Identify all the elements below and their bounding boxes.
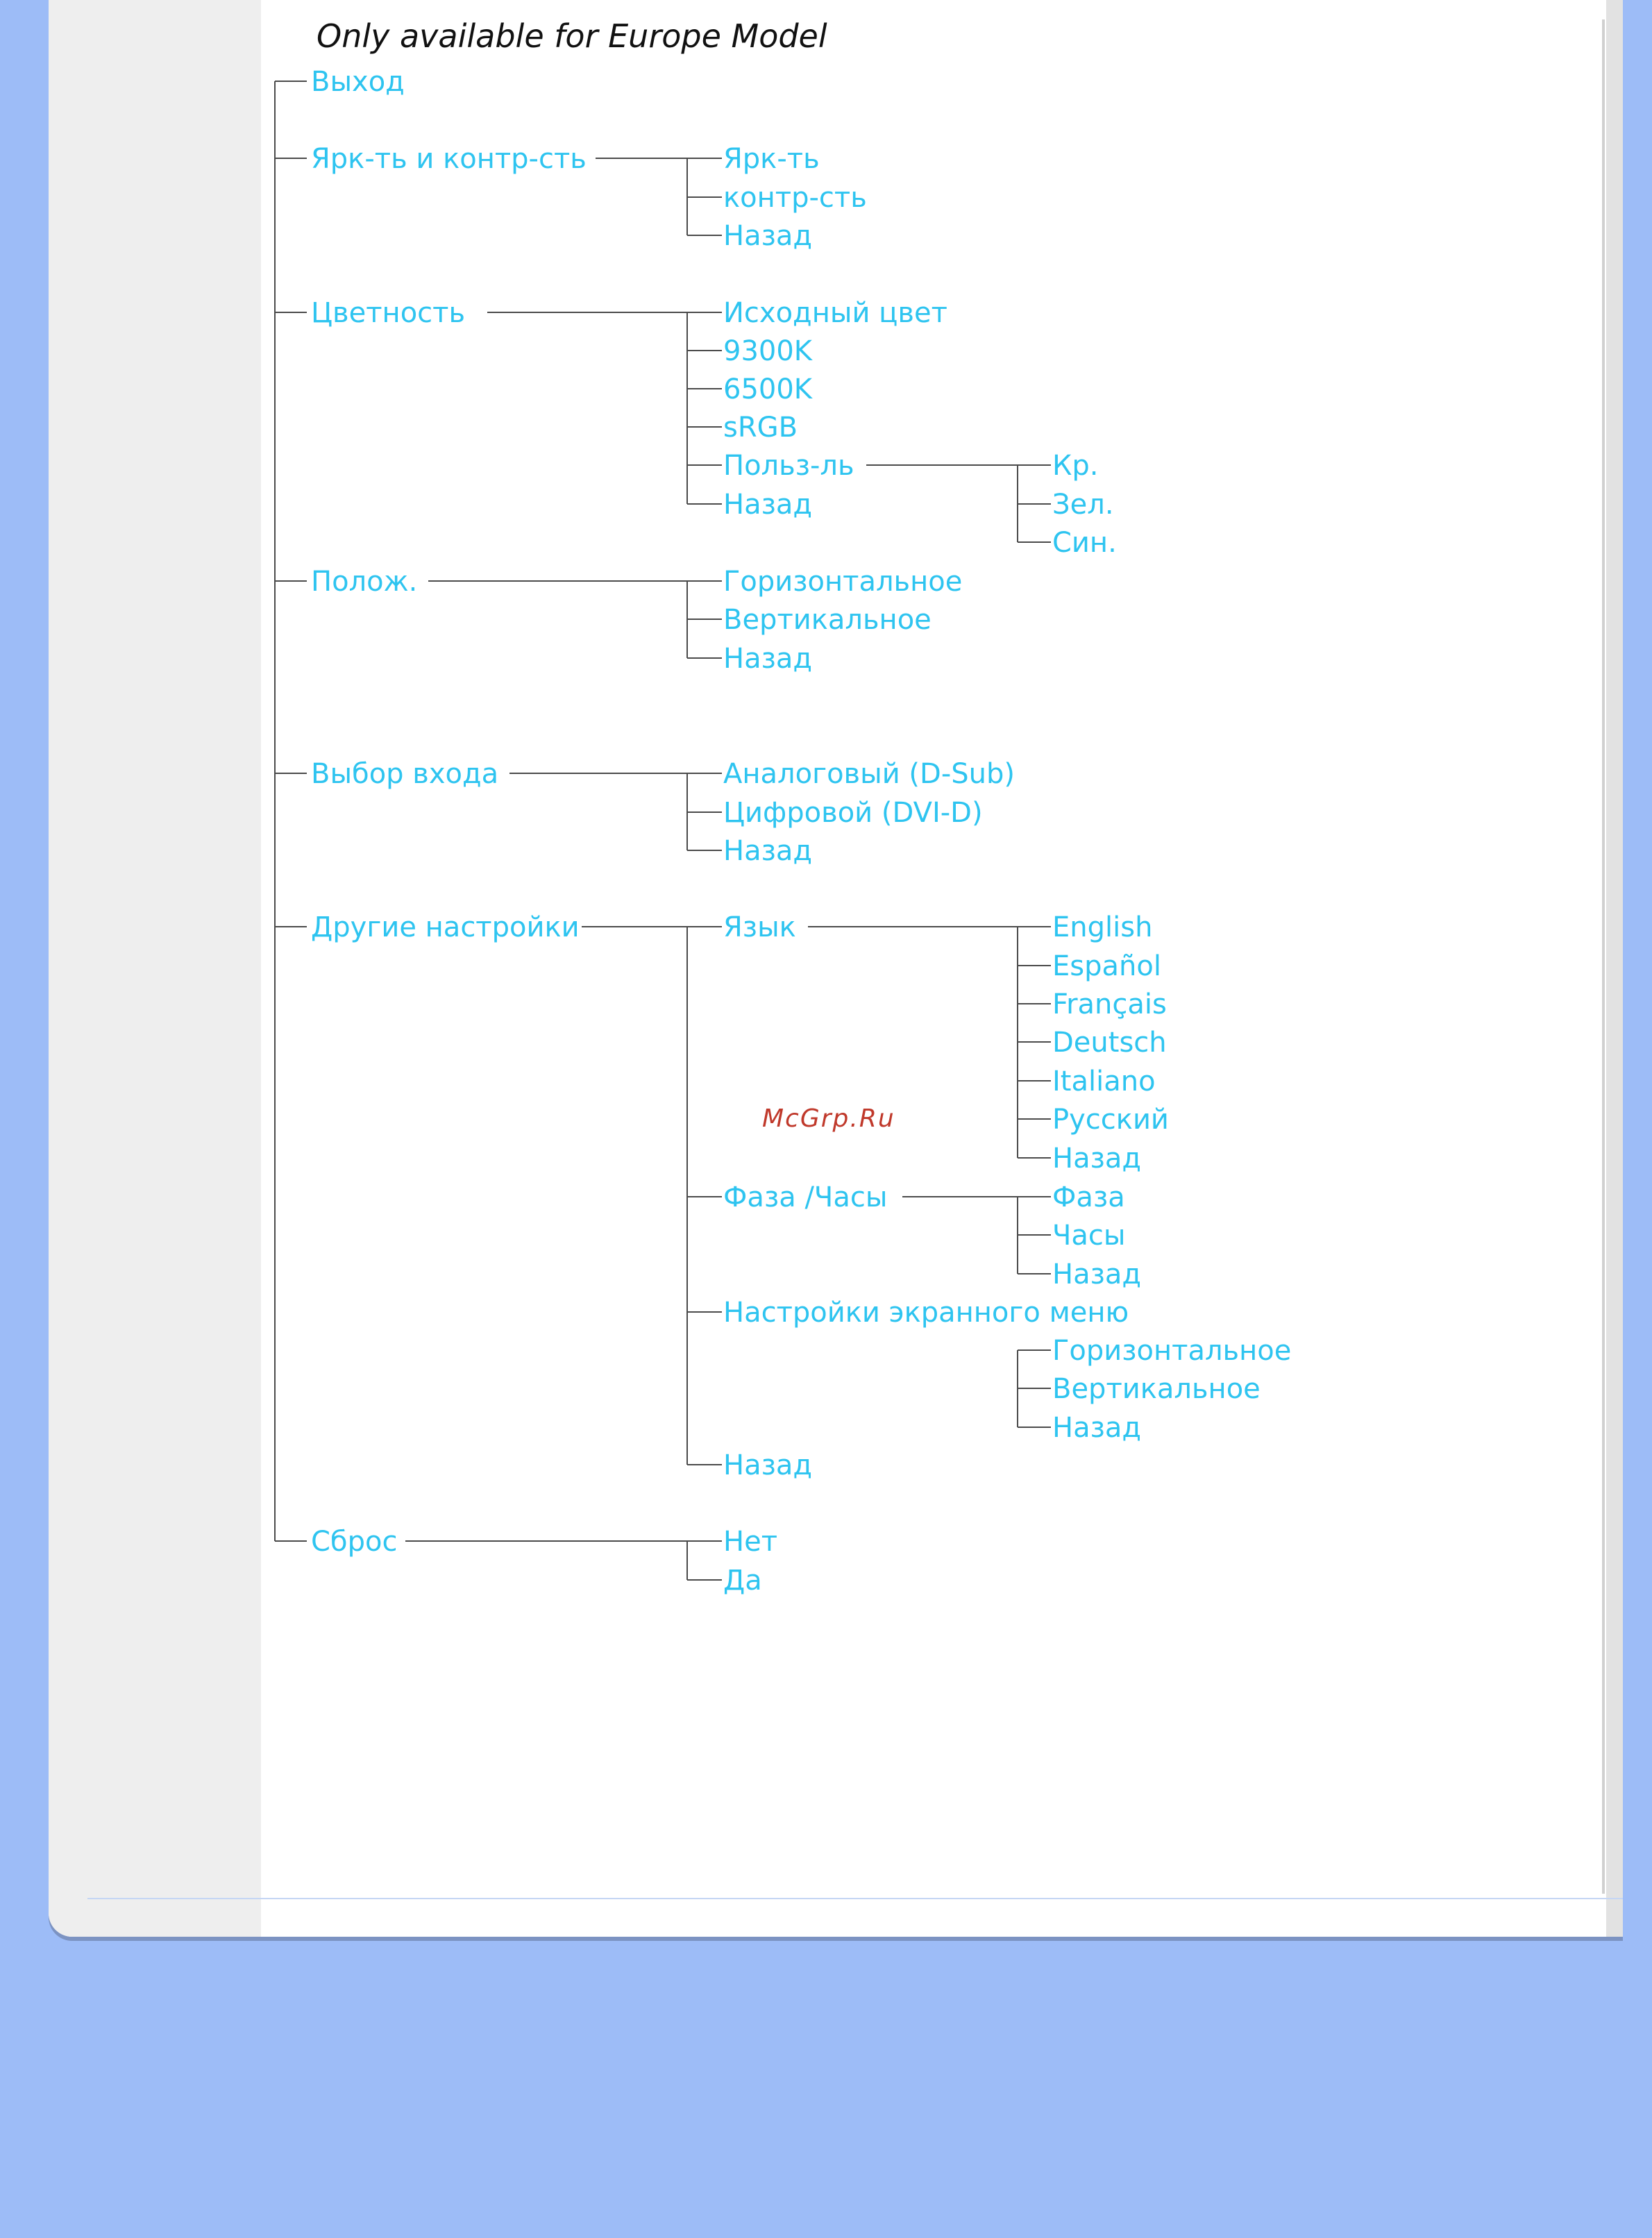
user-color-item: Зел.	[1052, 489, 1114, 521]
submenu-item: Исходный цвет	[723, 297, 947, 329]
submenu-item: Аналоговый (D-Sub)	[723, 758, 1015, 790]
submenu-item: Цифровой (DVI-D)	[723, 797, 983, 829]
submenu-item-user: Польз-ль	[723, 450, 854, 482]
submenu-item: Да	[723, 1565, 762, 1597]
language-item: Italiano	[1052, 1066, 1156, 1097]
submenu-item: 6500K	[723, 373, 813, 405]
menu-reset: Сброс	[311, 1526, 398, 1558]
menu-exit: Выход	[311, 66, 405, 98]
user-color-item: Кр.	[1052, 450, 1099, 482]
menu-input-select: Выбор входа	[311, 758, 499, 790]
menu-color: Цветность	[311, 297, 466, 329]
menu-brightness-contrast: Ярк-ть и контр-сть	[311, 143, 587, 175]
submenu-item: sRGB	[723, 412, 798, 444]
menu-position: Полож.	[311, 566, 418, 598]
language-item: Русский	[1052, 1104, 1169, 1136]
europe-model-caption: Only available for Europe Model	[317, 17, 827, 55]
phase-clock-item: Назад	[1052, 1259, 1142, 1290]
osd-item: Назад	[1052, 1412, 1142, 1444]
submenu-item: Назад	[723, 489, 813, 521]
submenu-phase-clock: Фаза /Часы	[723, 1181, 888, 1213]
submenu-item: 9300K	[723, 335, 813, 367]
submenu-item: Назад	[723, 1449, 813, 1481]
language-item: Deutsch	[1052, 1027, 1167, 1059]
submenu-item: Назад	[723, 835, 813, 867]
submenu-item: контр-сть	[723, 182, 867, 214]
osd-item: Вертикальное	[1052, 1373, 1261, 1405]
submenu-item: Горизонтальное	[723, 566, 963, 598]
submenu-item: Назад	[723, 220, 813, 252]
menu-other-settings: Другие настройки	[311, 911, 580, 943]
submenu-osd-settings: Настройки экранного меню	[723, 1297, 1129, 1329]
user-color-item: Син.	[1052, 527, 1117, 559]
language-item: Español	[1052, 950, 1161, 982]
submenu-item: Назад	[723, 643, 813, 675]
submenu-item: Нет	[723, 1526, 777, 1558]
submenu-item: Вертикальное	[723, 604, 932, 636]
osd-item: Горизонтальное	[1052, 1335, 1292, 1367]
language-item: Français	[1052, 988, 1167, 1020]
watermark: McGrp.Ru	[762, 1104, 895, 1133]
submenu-item: Ярк-ть	[723, 143, 820, 175]
phase-clock-item: Часы	[1052, 1220, 1126, 1252]
phase-clock-item: Фаза	[1052, 1181, 1125, 1213]
language-item: English	[1052, 911, 1153, 943]
submenu-language: Язык	[723, 911, 796, 943]
language-item: Назад	[1052, 1143, 1142, 1175]
